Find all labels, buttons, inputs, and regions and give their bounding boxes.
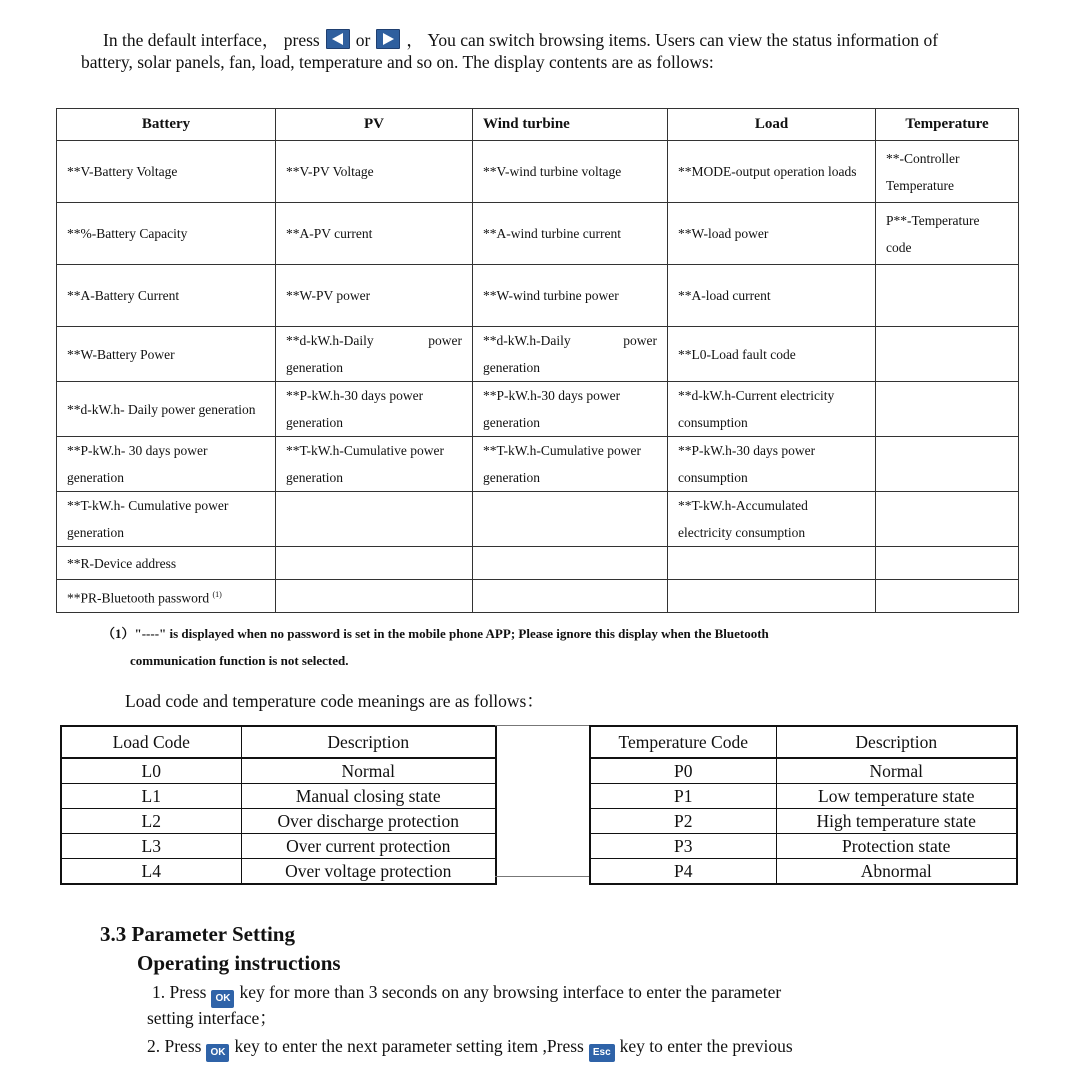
table-row [590, 809, 1017, 834]
table-cell: **W-wind turbine power [473, 265, 668, 327]
header-temperature: Temperature [876, 109, 1019, 141]
header-load-code: Load Code [61, 726, 241, 758]
table-cell [57, 580, 276, 613]
status-table [56, 108, 1019, 613]
table-cell: **R-Device address [57, 547, 276, 580]
header-temperature-code: Temperature Code [590, 726, 776, 758]
table-cell: **d-kW.h-Daily power generation [473, 327, 668, 382]
table-cell: **P-kW.h-30 days power consumption [668, 437, 876, 492]
section-subtitle: Operating instructions [137, 951, 341, 975]
header-pv: PV [276, 109, 473, 141]
table-row [57, 141, 1019, 203]
table-row [57, 492, 1019, 547]
table-row [57, 265, 1019, 327]
table-row [590, 859, 1017, 885]
table-cell: **-Controller Temperature [876, 141, 1019, 203]
header-load: Load [668, 109, 876, 141]
table-cell: P1 [590, 784, 776, 809]
header-wind-turbine: Wind turbine [473, 109, 668, 141]
footnote-mark: (1) [212, 589, 222, 599]
ok-key-icon: OK [211, 990, 234, 1008]
table-cell: L3 [61, 834, 241, 859]
table-row [57, 327, 1019, 382]
table-row [61, 834, 496, 859]
table-spacer [495, 725, 589, 877]
status-table-header [57, 109, 1019, 141]
table-cell: **A-wind turbine current [473, 203, 668, 265]
table-cell: P4 [590, 859, 776, 885]
table-cell: **MODE-output operation loads [668, 141, 876, 203]
table-cell: **V-Battery Voltage [57, 141, 276, 203]
table-row [590, 834, 1017, 859]
step-2-label: 2. Press [147, 1036, 202, 1056]
header-description: Description [776, 726, 1017, 758]
table-cell: **V-wind turbine voltage [473, 141, 668, 203]
table-cell: **T-kW.h-Cumulative power generation [473, 437, 668, 492]
table-cell [876, 382, 1019, 437]
header-battery: Battery [57, 109, 276, 141]
table-cell: Abnormal [776, 859, 1017, 885]
table-cell: **P-kW.h-30 days power generation [276, 382, 473, 437]
table-cell: Protection state [776, 834, 1017, 859]
table-row [57, 580, 1019, 613]
table-cell [668, 580, 876, 613]
step-1-text: key for more than 3 seconds on any browsing interface to enter the parameter [239, 982, 782, 1002]
table-cell: **L0-Load fault code [668, 327, 876, 382]
table-cell: P0 [590, 758, 776, 784]
table-cell: **d-kW.h-Daily power generation [276, 327, 473, 382]
table-cell: **V-PV Voltage [276, 141, 473, 203]
table-cell [876, 265, 1019, 327]
table-cell [276, 547, 473, 580]
codes-caption: Load code and temperature code meanings are as follows： [125, 691, 544, 711]
table-cell: **P-kW.h-30 days power generation [473, 382, 668, 437]
section-title: 3.3 Parameter Setting [100, 922, 295, 946]
table-row [590, 758, 1017, 784]
table-cell: **d-kW.h- Daily power generation [57, 382, 276, 437]
table-cell: P3 [590, 834, 776, 859]
bluetooth-password-label: **PR-Bluetooth password [67, 590, 210, 606]
footnote-line-1: （1）"----" is displayed when no password is set in the mobile phone APP; Please ignore this display when the Bluetooth [102, 626, 769, 641]
table-cell: L1 [61, 784, 241, 809]
footnote-line-2: communication function is not selected. [130, 653, 349, 668]
footnote [102, 620, 982, 674]
intro-text-1: In the default interface， press [103, 30, 320, 50]
table-row [57, 382, 1019, 437]
esc-key-icon: Esc [589, 1044, 615, 1062]
ok-key-icon: OK [206, 1044, 229, 1062]
table-cell [473, 492, 668, 547]
table-cell [876, 327, 1019, 382]
table-cell [276, 580, 473, 613]
table-cell: Normal [241, 758, 496, 784]
header-description: Description [241, 726, 496, 758]
intro-paragraph [81, 29, 991, 73]
table-cell: Over voltage protection [241, 859, 496, 885]
temperature-code-table [589, 725, 1018, 885]
table-cell: L0 [61, 758, 241, 784]
table-cell [668, 547, 876, 580]
table-cell: **d-kW.h-Current electricity consumption [668, 382, 876, 437]
table-cell: L4 [61, 859, 241, 885]
left-arrow-key-icon [326, 29, 350, 49]
table-row [57, 437, 1019, 492]
table-row [590, 784, 1017, 809]
table-cell: **A-PV current [276, 203, 473, 265]
step-1-label: 1. Press [152, 982, 207, 1002]
step-1-line-1 [152, 979, 781, 1008]
table-row [57, 547, 1019, 580]
table-cell [473, 580, 668, 613]
table-cell: **W-PV power [276, 265, 473, 327]
table-row [61, 859, 496, 885]
table-cell: **A-Battery Current [57, 265, 276, 327]
table-cell: Over current protection [241, 834, 496, 859]
table-cell: **W-Battery Power [57, 327, 276, 382]
right-arrow-key-icon [376, 29, 400, 49]
table-cell: **A-load current [668, 265, 876, 327]
table-row [61, 809, 496, 834]
table-row [61, 784, 496, 809]
table-cell: **P-kW.h- 30 days power generation [57, 437, 276, 492]
step-1-line-2: setting interface； [147, 1008, 277, 1028]
table-cell [276, 492, 473, 547]
table-cell [876, 437, 1019, 492]
table-row [61, 726, 496, 758]
table-cell: **W-load power [668, 203, 876, 265]
table-cell [876, 492, 1019, 547]
intro-text-2: ， You can switch browsing items. Users can view the status information of battery, solar panels, fan, load, temperature and so on. The display contents are as follows: [81, 30, 939, 72]
load-code-table [60, 725, 497, 885]
table-row [61, 758, 496, 784]
table-row [57, 203, 1019, 265]
table-cell: Manual closing state [241, 784, 496, 809]
table-cell: **%-Battery Capacity [57, 203, 276, 265]
step-2-text-end: key to enter the previous [619, 1036, 793, 1056]
table-cell: High temperature state [776, 809, 1017, 834]
step-2-text: key to enter the next parameter setting item ,Press [234, 1036, 584, 1056]
table-cell: Normal [776, 758, 1017, 784]
table-cell: P2 [590, 809, 776, 834]
table-cell: **T-kW.h-Accumulated electricity consumption [668, 492, 876, 547]
table-cell [473, 547, 668, 580]
table-cell: P**-Temperature code [876, 203, 1019, 265]
table-cell: L2 [61, 809, 241, 834]
intro-or: or [355, 30, 371, 50]
table-cell: Low temperature state [776, 784, 1017, 809]
table-cell: **T-kW.h- Cumulative power generation [57, 492, 276, 547]
step-2 [147, 1033, 793, 1062]
table-row [590, 726, 1017, 758]
table-cell: Over discharge protection [241, 809, 496, 834]
table-cell: **T-kW.h-Cumulative power generation [276, 437, 473, 492]
table-cell [876, 547, 1019, 580]
table-cell [876, 580, 1019, 613]
